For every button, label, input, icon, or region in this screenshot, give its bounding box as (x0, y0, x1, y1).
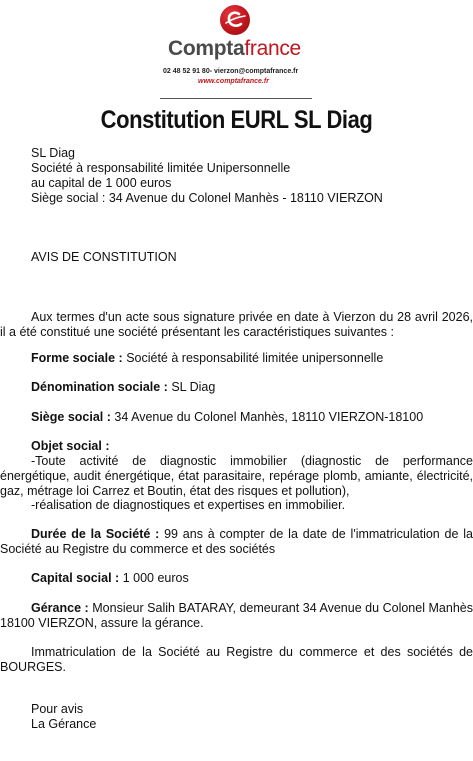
gerance-label: Gérance : (31, 601, 89, 615)
duree-value: 99 ans à compter de la date de l'immatriculation de la Société au Registre du commerce et des sociétés (0, 527, 473, 556)
comptafrance-logo (0, 0, 473, 100)
forme-sociale (31, 351, 473, 366)
company-form: Société à responsabilité limitée Unipersonnelle (31, 161, 291, 175)
closing-pour-avis: Pour avis (31, 702, 84, 716)
objet-realisation: -réalisation de diagnostiques et expertises en immobilier. (31, 498, 346, 512)
logo-website: www.comptafrance.fr (198, 78, 269, 85)
duree-label: Durée de la Société : (31, 527, 160, 541)
intro-paragraph: Aux termes d'un acte sous signature privée en date à Vierzon du 28 avril 2026, il a été constitué une société présentant les caractéristiques suivantes : (0, 310, 473, 339)
denomination-sociale (31, 380, 473, 395)
forme-label: Forme sociale : (31, 351, 123, 365)
logo-contact: 02 48 52 91 80- vierzon@comptafrance.fr (163, 68, 299, 75)
gerance (0, 601, 473, 631)
objet-label: Objet social : (31, 439, 110, 453)
capital-social (31, 571, 473, 586)
logo-brand-name (168, 37, 301, 61)
company-seat: Siège social : 34 Avenue du Colonel Manhès - 18110 VIERZON (31, 191, 383, 205)
notice-heading: AVIS DE CONSTITUTION (31, 250, 177, 264)
forme-value: Société à responsabilité limitée unipersonnelle (126, 351, 384, 365)
company-capital: au capital de 1 000 euros (31, 176, 172, 190)
capital-value: 1 000 euros (122, 571, 189, 585)
siege-social (31, 410, 473, 425)
company-name: SL Diag (31, 146, 76, 160)
closing-gerance: La Gérance (31, 717, 97, 731)
gerance-value: Monsieur Salih BATARAY, demeurant 34 Avenue du Colonel Manhès 18100 VIERZON, assure la gérance. (0, 601, 473, 630)
siege-label: Siège social : (31, 410, 111, 424)
logo-brand-light: france (244, 37, 301, 60)
company-header (31, 146, 473, 206)
header-divider (160, 98, 312, 99)
capital-label: Capital social : (31, 571, 120, 585)
logo-brand-bold: Compta (168, 37, 245, 60)
denomination-value: SL Diag (171, 380, 216, 394)
objet-activity: -Toute activité de diagnostic immobilier (diagnostic de performance énergétique, audit énergétique, état parasitaire, repérage plomb, amiante, électricité, gaz, métrage loi Carrez et Boutin, état des risques et pollution), (0, 454, 473, 498)
siege-value: 34 Avenue du Colonel Manhès, 18110 VIERZON-18100 (114, 410, 424, 424)
duree-societe (0, 527, 473, 557)
denomination-label: Dénomination sociale : (31, 380, 168, 394)
document-title: Constitution EURL SL Diag (100, 106, 373, 134)
immatriculation: Immatriculation de la Société au Registre du commerce et des sociétés de BOURGES. (0, 645, 473, 674)
logo-emblem-icon (220, 5, 250, 35)
closing (31, 702, 473, 732)
